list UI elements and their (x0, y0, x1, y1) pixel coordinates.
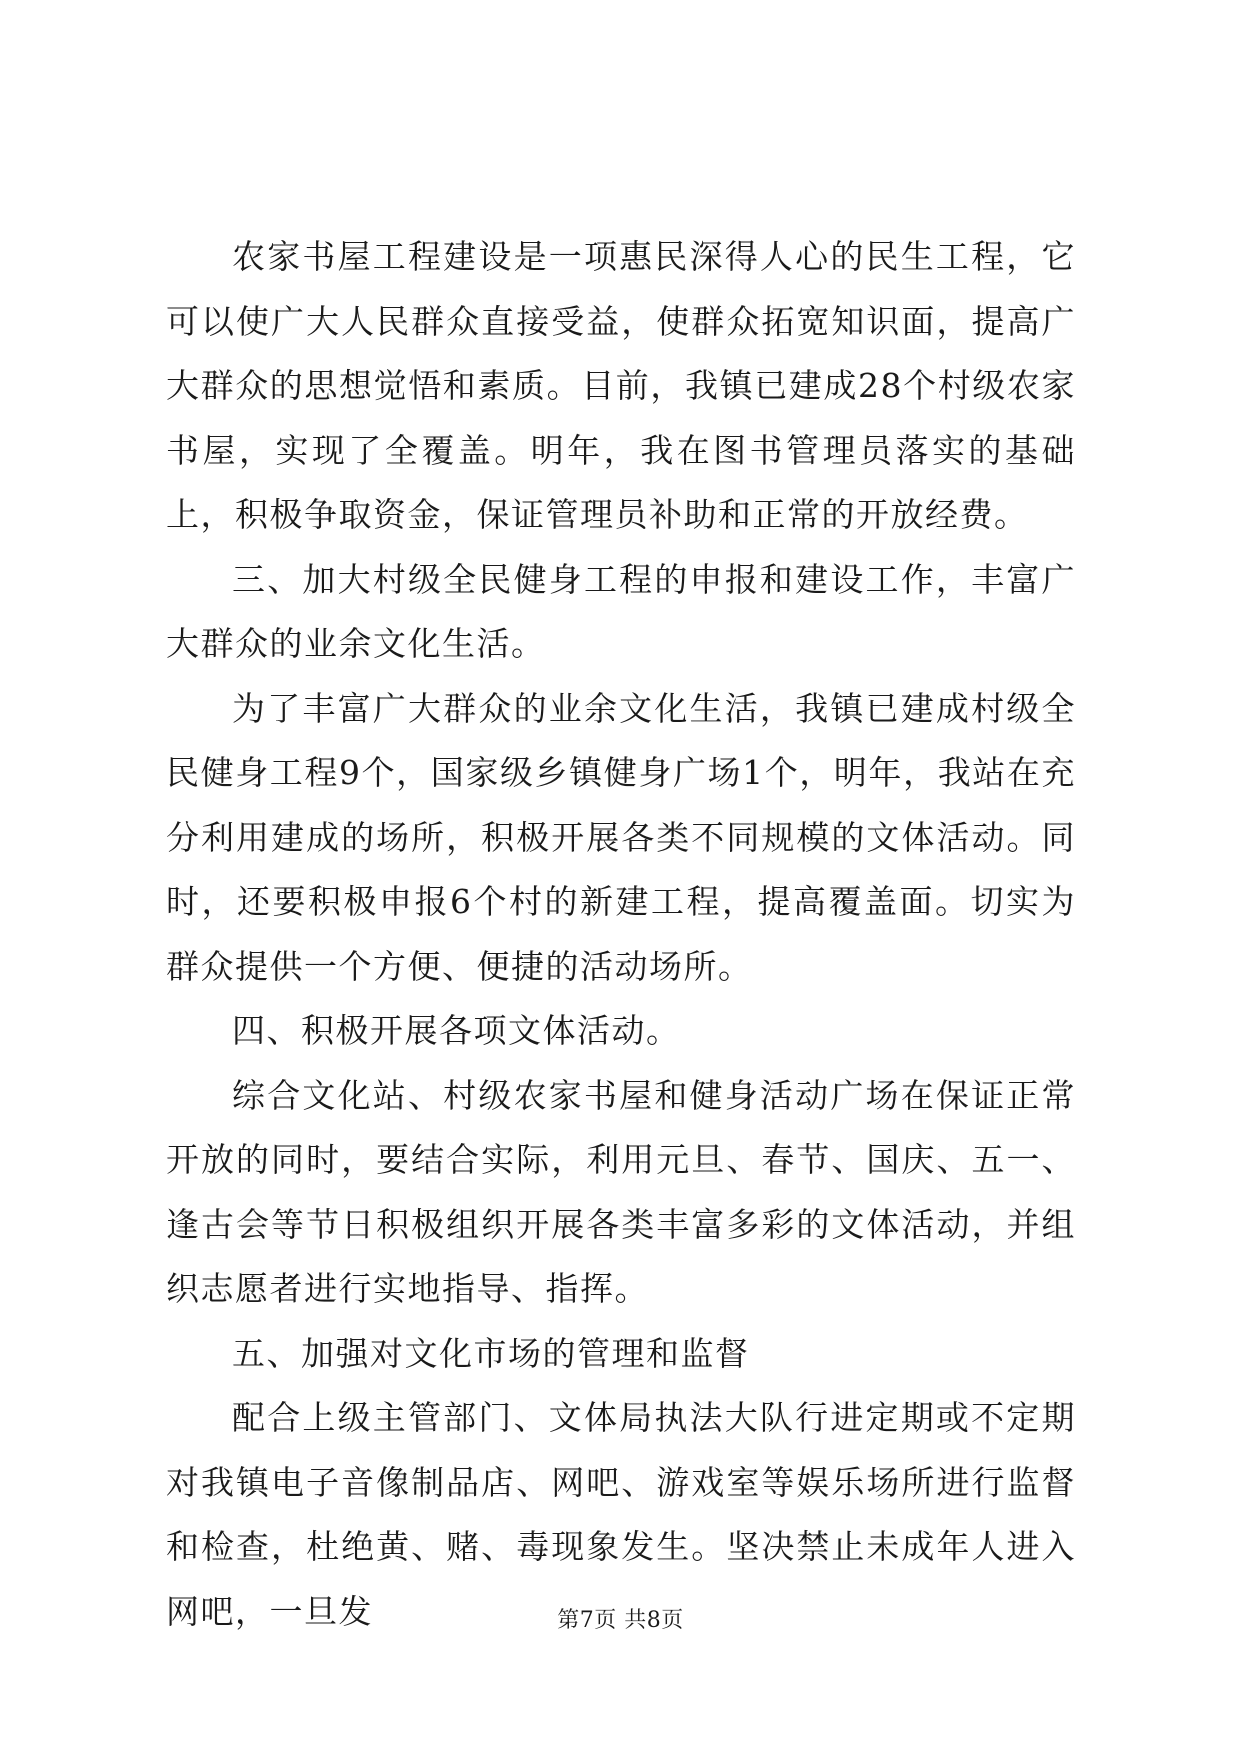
paragraph-fitness-projects: 为了丰富广大群众的业余文化生活，我镇已建成村级全民健身工程9个，国家级乡镇健身广场1个，明年，我站在充分利用建成的场所，积极开展各类不同规模的文体活动。同时，还要积极申报6个村的新建工程，提高覆盖面。切实为群众提供一个方便、便捷的活动场所。 (166, 688, 1076, 986)
heading-section-three: 三、加大村级全民健身工程的申报和建设工作，丰富广大群众的业余文化生活。 (166, 559, 1076, 663)
heading-section-four: 四、积极开展各项文体活动。 (232, 1011, 681, 1050)
heading-section-five: 五、加强对文化市场的管理和监督 (232, 1333, 750, 1373)
document-body (166, 225, 1076, 1644)
paragraph-market-supervision: 配合上级主管部门、文体局执法大队行进定期或不定期对我镇电子音像制品店、网吧、游戏室等娱乐场所进行监督和检查，杜绝黄、赌、毒现象发生。坚决禁止未成年人进入网吧，一旦发 (166, 1398, 1076, 1631)
paragraph-cultural-activities: 综合文化站、村级农家书屋和健身活动广场在保证正常开放的同时，要结合实际，利用元旦、春节、国庆、五一、逢古会等节日积极组织开展各类丰富多彩的文体活动，并组织志愿者进行实地指导、指挥。 (166, 1075, 1076, 1308)
page-number-footer: 第7页 共8页 (557, 1608, 684, 1633)
paragraph-farm-bookhouse: 农家书屋工程建设是一项惠民深得人心的民生工程，它可以使广大人民群众直接受益，使群众拓宽知识面，提高广大群众的思想觉悟和素质。目前，我镇已建成28个村级农家书屋，实现了全覆盖。明年，我在图书管理员落实的基础上，积极争取资金，保证管理员补助和正常的开放经费。 (166, 237, 1076, 534)
